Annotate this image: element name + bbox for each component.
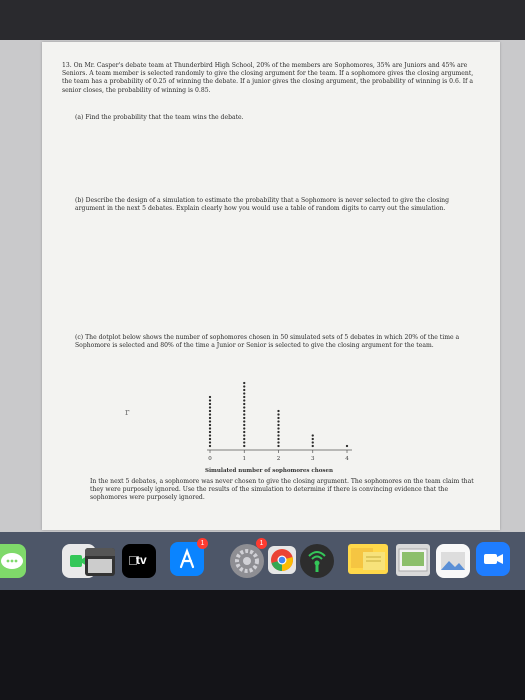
dotplot-dot — [243, 403, 245, 405]
dotplot-dot — [277, 420, 279, 422]
dotplot-dot — [312, 434, 314, 436]
dotplot-dot — [243, 424, 245, 426]
dotplot-dot — [209, 413, 211, 415]
dotplot-dot — [209, 438, 211, 440]
pencil-mark: r — [125, 408, 130, 418]
system-settings-icon[interactable] — [230, 544, 264, 578]
calendar-widget-icon[interactable] — [85, 548, 115, 576]
question-13-text: 13. On Mr. Casper's debate team at Thunderbird High School, 20% of the members are Sophomores, 35% are Juniors and 45% are Seniors. A team member is selected randomly to give the closing argument for the team. If a sophomore gives the closing argument, the team has a probability of 0.25 of winning the debate. If a junior gives the closing argument, the probability of winning is 0.6. If a senior closes, the probability of winning is 0.85. — [62, 62, 474, 94]
part-c-text: (c) The dotplot below shows the number of sophomores chosen in 50 simulated sets of 5 debates in which 20% of the time a Sophomore is selected and 80% of the time a Junior or Senior is selected to give the closing argument for the team. — [75, 334, 460, 350]
dotplot-dot — [243, 382, 245, 384]
worksheet-page — [42, 42, 500, 530]
settings-badge: 1 — [256, 538, 267, 549]
dotplot-dot — [277, 445, 279, 447]
dotplot-dot — [243, 441, 245, 443]
dotplot-dot — [312, 441, 314, 443]
dotplot-dot — [243, 427, 245, 429]
dotplot-dot — [312, 438, 314, 440]
dotplot-dot — [209, 399, 211, 401]
dotplot-dot — [277, 441, 279, 443]
dotplot-dot — [209, 434, 211, 436]
dotplot-dot — [277, 431, 279, 433]
podcasts-app-icon[interactable] — [300, 544, 334, 578]
dotplot-dot — [209, 410, 211, 412]
dotplot-tick-label: 0 — [208, 456, 212, 462]
dotplot-dot — [243, 410, 245, 412]
dotplot-dot — [277, 413, 279, 415]
screen-top-bezel — [0, 0, 525, 40]
dotplot-dot — [277, 427, 279, 429]
dotplot-dot — [209, 424, 211, 426]
dotplot-dot — [243, 396, 245, 398]
apple-tv-app-icon[interactable] — [122, 544, 156, 578]
dotplot-dot — [243, 389, 245, 391]
dotplot-dot — [243, 431, 245, 433]
zoom-app-icon[interactable] — [476, 542, 510, 576]
dotplot-dot — [209, 441, 211, 443]
dotplot-dot — [209, 445, 211, 447]
image-viewer-icon[interactable] — [436, 544, 470, 578]
part-d-text: In the next 5 debates, a sophomore was never chosen to give the closing argument. The sophomores on the team claim that they were purposely ignored. Use the results of the simulation to determine if there is convincing evidence that the sophomores were purposely ignored. — [90, 478, 474, 502]
dotplot-dot — [209, 420, 211, 422]
dotplot-dot — [209, 396, 211, 398]
part-b-text: (b) Describe the design of a simulation to estimate the probability that a Sophomore is never selected to give the closing argument in the next 5 debates. Explain clearly how you would use a table of random digits to carry out the simulation. — [75, 197, 449, 213]
dotplot-chart — [42, 42, 500, 530]
dotplot-dot — [277, 417, 279, 419]
dotplot-dot — [243, 434, 245, 436]
dotplot-tick-label: 1 — [242, 456, 246, 462]
photos-folder-icon[interactable] — [396, 544, 430, 576]
messages-app-icon[interactable] — [0, 544, 26, 578]
dotplot-tick-label: 3 — [311, 456, 315, 462]
screen-bottom-bezel — [0, 590, 525, 700]
calendar-badge: 1 — [197, 538, 208, 549]
dotplot-dot — [243, 438, 245, 440]
apple-tv-label: tv — [136, 553, 147, 567]
dock — [0, 536, 525, 586]
dotplot-dot — [209, 427, 211, 429]
dotplot-dot — [209, 406, 211, 408]
dotplot-dot — [243, 399, 245, 401]
stickies-app-icon[interactable] — [348, 544, 388, 574]
dotplot-tick-label: 4 — [345, 456, 349, 462]
dotplot-ticks — [208, 450, 349, 462]
dotplot-dot — [243, 392, 245, 394]
dotplot-dot — [209, 403, 211, 405]
dotplot-dot — [243, 445, 245, 447]
chrome-browser-icon[interactable] — [268, 546, 296, 574]
dotplot-dot — [209, 431, 211, 433]
dotplot-dot — [277, 438, 279, 440]
dotplot-dot — [243, 406, 245, 408]
dotplot-dot — [243, 420, 245, 422]
dotplot-dot — [243, 385, 245, 387]
part-a-text: (a) Find the probability that the team wins the debate. — [75, 114, 244, 121]
dotplot-dot — [312, 445, 314, 447]
dotplot-dot — [209, 417, 211, 419]
dotplot-dots — [209, 382, 348, 447]
dotplot-x-label: Simulated number of sophomores chosen — [204, 468, 334, 474]
dotplot-dot — [346, 445, 348, 447]
dotplot-dot — [277, 424, 279, 426]
dotplot-dot — [277, 410, 279, 412]
dotplot-dot — [277, 434, 279, 436]
dotplot-tick-label: 2 — [276, 456, 281, 462]
dotplot-dot — [243, 413, 245, 415]
dotplot-dot — [243, 417, 245, 419]
